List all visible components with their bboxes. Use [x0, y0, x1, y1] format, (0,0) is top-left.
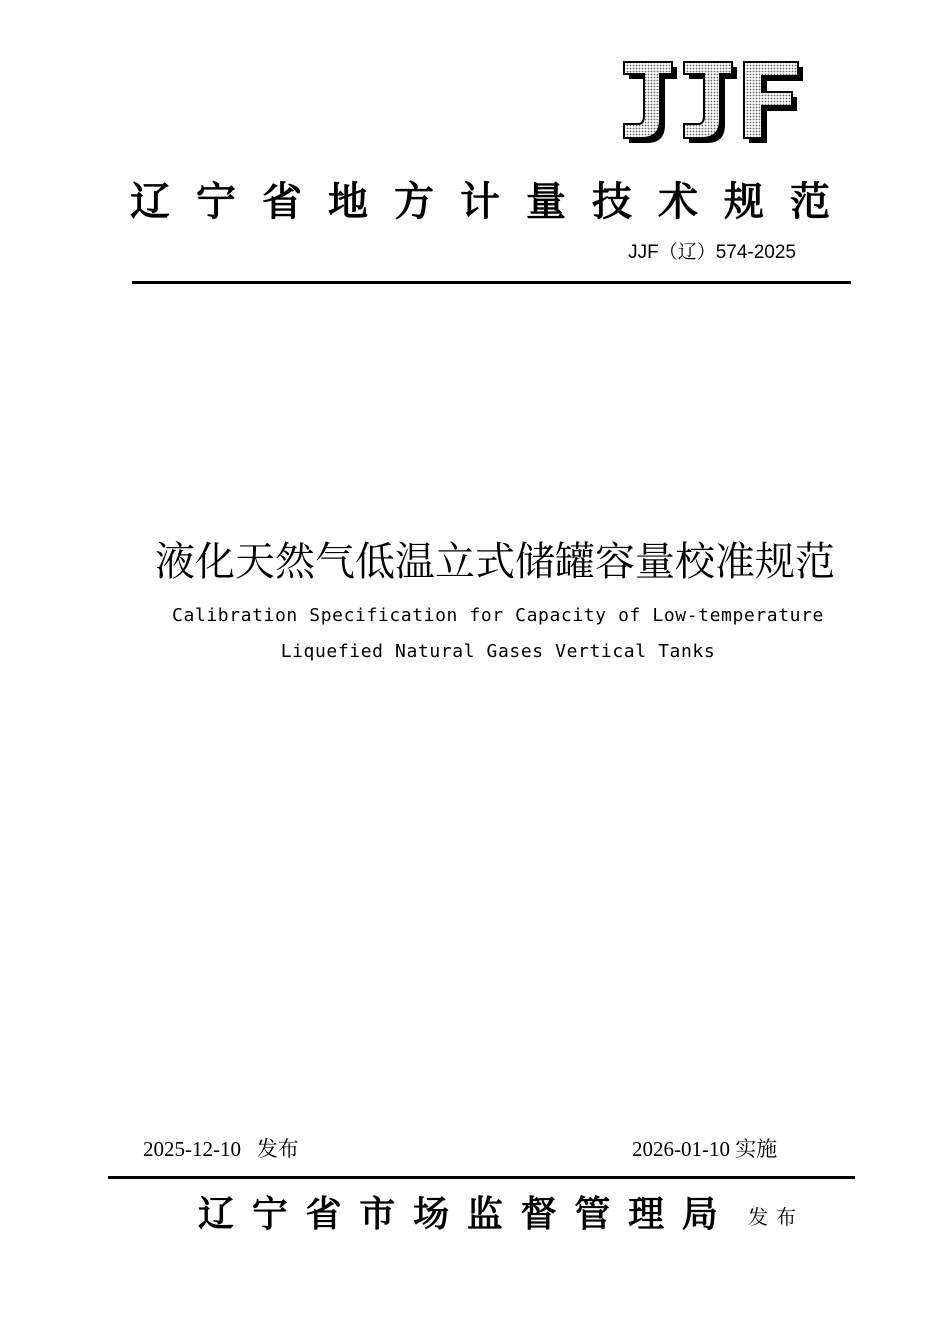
header-title-char: 规	[724, 178, 764, 225]
publisher-char: 辽	[198, 1193, 235, 1235]
document-number: JJF（辽）574-2025	[628, 242, 796, 263]
header-title-char: 量	[526, 178, 566, 225]
effective-date: 2026-01-10 实施	[632, 1137, 778, 1161]
header-title-char: 宁	[196, 178, 236, 225]
publisher-char: 省	[305, 1193, 342, 1235]
jjf-logo	[620, 58, 806, 146]
standard-category-title	[130, 174, 830, 230]
english-title-line-2: Liquefied Natural Gases Vertical Tanks	[280, 641, 716, 662]
header-title-char: 技	[592, 178, 632, 225]
publisher-char: 宁	[251, 1193, 288, 1235]
bottom-divider	[108, 1176, 855, 1179]
publisher-char: 管	[574, 1193, 611, 1235]
publisher-char: 场	[413, 1193, 450, 1235]
header-title-char: 术	[658, 178, 698, 225]
publisher-char: 督	[520, 1193, 557, 1235]
header-title-char: 辽	[130, 178, 170, 225]
publisher-name	[198, 1190, 718, 1238]
publisher-char: 理	[628, 1193, 665, 1235]
publish-label: 发布	[748, 1205, 804, 1229]
header-title-char: 地	[328, 178, 368, 225]
top-divider	[132, 281, 851, 284]
english-title-line-1: Calibration Specification for Capacity of Low-temperature	[172, 605, 824, 626]
document-title: 液化天然气低温立式储罐容量校准规范	[155, 539, 835, 585]
publisher-char: 监	[466, 1193, 503, 1235]
publisher-char: 市	[359, 1193, 396, 1235]
header-title-char: 省	[262, 178, 302, 225]
header-title-char: 计	[460, 178, 500, 225]
issue-date: 2025-12-10 发布	[143, 1137, 299, 1161]
publisher-char: 局	[681, 1193, 718, 1235]
header-title-char: 范	[790, 178, 830, 225]
header-title-char: 方	[394, 178, 434, 225]
